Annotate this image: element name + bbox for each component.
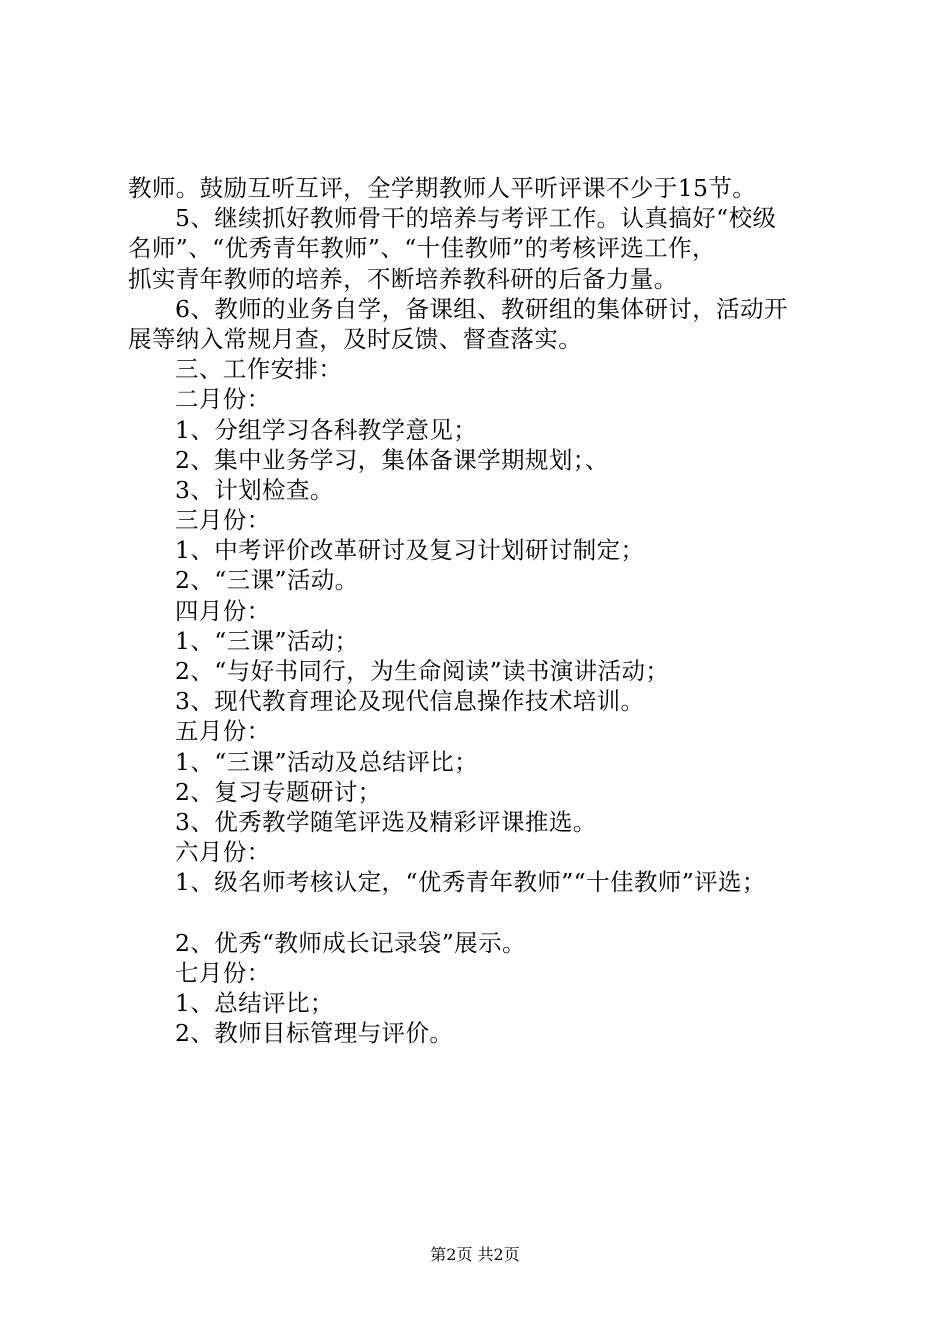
page-number-footer: 第2页 共2页 <box>430 1245 520 1264</box>
list-item: 1、分组学习各科教学意见； <box>175 415 478 444</box>
list-item: 2、复习专题研讨； <box>175 777 382 806</box>
list-item: 3、计划检查。 <box>175 475 334 504</box>
body-line: 6、教师的业务自学，备课组、教研组的集体研讨，活动开 <box>175 294 788 323</box>
section-heading: 三、工作安排： <box>175 355 343 384</box>
body-line: 抓实青年教师的培养，不断培养教科研的后备力量。 <box>128 264 678 293</box>
list-item: 1、级名师考核认定，“优秀青年教师”“十佳教师”评选； <box>175 868 766 897</box>
blank-line <box>128 898 848 928</box>
body-line: 5、继续抓好教师骨干的培养与考评工作。认真搞好“校级 <box>175 204 777 233</box>
list-item: 2、“三课”活动。 <box>175 566 359 595</box>
month-heading: 五月份： <box>175 717 271 746</box>
month-heading: 六月份： <box>175 838 271 867</box>
list-item: 2、集中业务学习，集体备课学期规划；、 <box>175 445 609 474</box>
month-heading: 三月份： <box>175 506 271 535</box>
list-item: 1、“三课”活动及总结评比； <box>175 747 479 776</box>
body-line: 教师。鼓励互听互评，全学期教师人平听评课不少于15节。 <box>128 174 757 202</box>
body-line: 名师”、“优秀青年教师”、“十佳教师”的考核评选工作， <box>128 234 716 263</box>
list-item: 2、优秀“教师成长记录袋”展示。 <box>175 928 526 957</box>
list-item: 3、优秀教学随笔评选及精彩评课推选。 <box>175 807 597 836</box>
month-heading: 二月份： <box>175 385 271 414</box>
list-item: 1、“三课”活动； <box>175 626 359 655</box>
month-heading: 四月份： <box>175 596 271 625</box>
month-heading: 七月份： <box>175 958 271 987</box>
list-item: 2、“与好书同行，为生命阅读”读书演讲活动； <box>175 657 670 685</box>
list-item: 2、教师目标管理与评价。 <box>175 1019 454 1048</box>
document-body <box>128 173 848 1048</box>
list-item: 1、总结评比； <box>175 989 334 1018</box>
list-item: 3、现代教育理论及现代信息操作技术培训。 <box>175 687 645 716</box>
list-item: 1、中考评价改革研讨及复习计划研讨制定； <box>175 536 645 565</box>
body-line: 展等纳入常规月查，及时反馈、督查落实。 <box>128 324 583 353</box>
